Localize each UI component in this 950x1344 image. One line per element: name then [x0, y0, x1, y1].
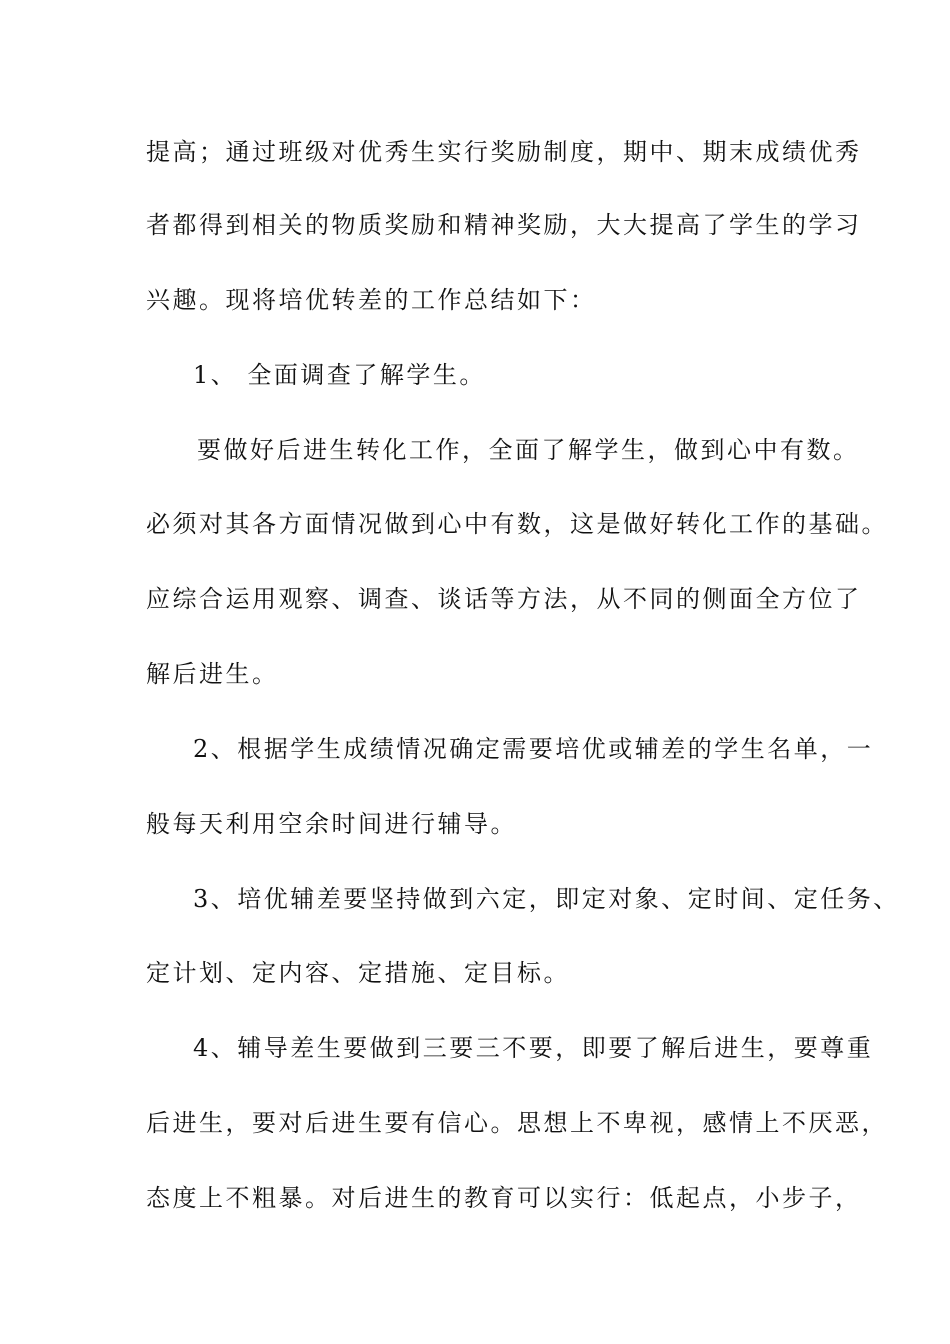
text-line-7: 应综合运用观察、调查、谈话等方法，从不同的侧面全方位了	[146, 585, 862, 613]
text-line-2: 者都得到相关的物质奖励和精神奖励，大大提高了学生的学习	[146, 211, 862, 239]
text-line-5: 要做好后进生转化工作，全面了解学生，做到心中有数。	[197, 436, 860, 464]
list-item-3: 3、培优辅差要坚持做到六定，即定对象、定时间、定任务、	[193, 885, 900, 913]
text-line-14: 后进生，要对后进生要有信心。思想上不卑视，感情上不厌恶，	[146, 1109, 888, 1137]
text-line-8: 解后进生。	[146, 660, 279, 688]
text-line-3: 兴趣。现将培优转差的工作总结如下：	[146, 286, 597, 314]
list-item-4: 4、辅导差生要做到三要三不要，即要了解后进生，要尊重	[193, 1034, 874, 1062]
text-line-15: 态度上不粗暴。对后进生的教育可以实行：低起点，小步子，	[146, 1184, 862, 1212]
text-line-10: 般每天利用空余时间进行辅导。	[146, 810, 517, 838]
section-heading-1: 1、 全面调查了解学生。	[193, 361, 486, 389]
text-line-1: 提高；通过班级对优秀生实行奖励制度，期中、期末成绩优秀	[146, 138, 862, 166]
list-item-2: 2、根据学生成绩情况确定需要培优或辅差的学生名单，一	[193, 735, 874, 763]
text-line-12: 定计划、定内容、定措施、定目标。	[146, 959, 570, 987]
text-line-6: 必须对其各方面情况做到心中有数，这是做好转化工作的基础。	[146, 510, 888, 538]
